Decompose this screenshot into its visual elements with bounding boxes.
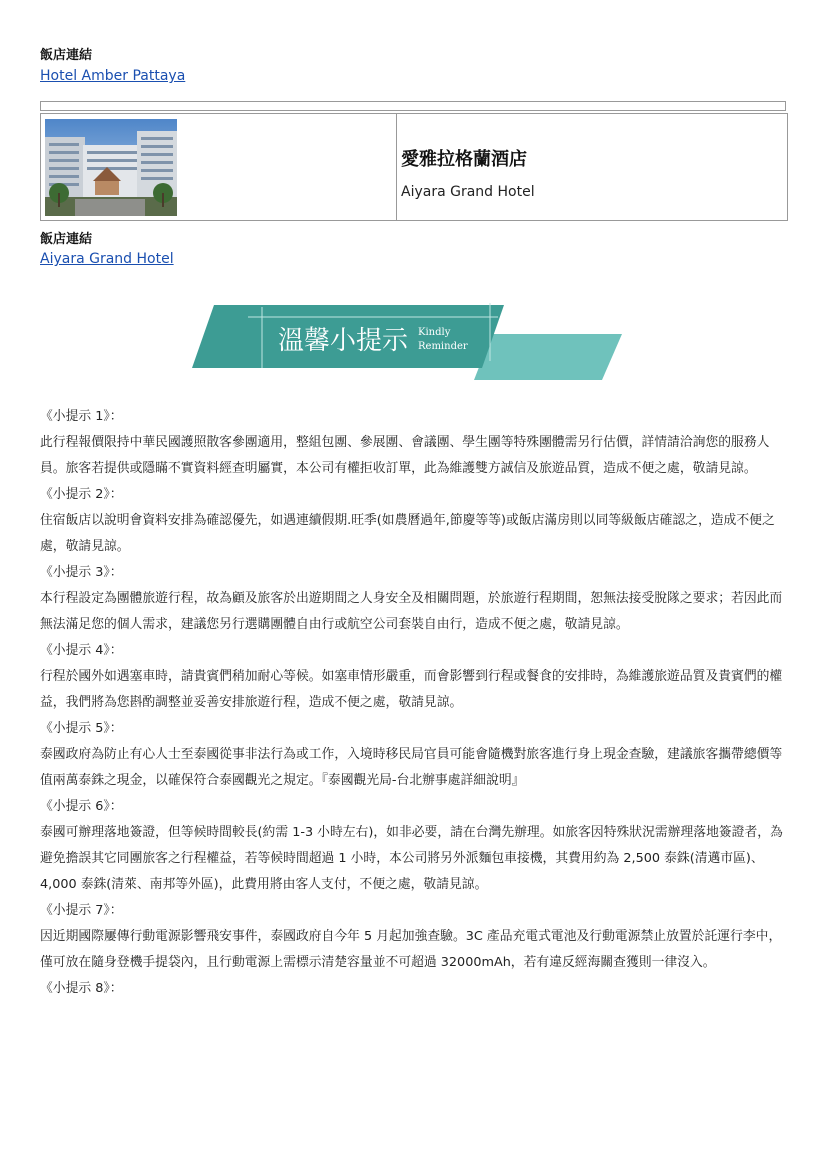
tip-5 [40, 716, 786, 794]
aiyara-grand-hotel-link[interactable]: Aiyara Grand Hotel [40, 251, 174, 267]
hotel-name-en: Aiyara Grand Hotel [401, 184, 535, 200]
tip-6 [40, 794, 786, 898]
banner-title: 溫馨小提示 [278, 326, 409, 356]
hotel-link-label: 飯店連結 [40, 48, 93, 63]
tip-3-body: 本行程設定為團體旅遊行程，故為顧及旅客於出遊期間之人身安全及相關問題，於旅遊行程期間，恕無法接受脫隊之要求；若因此而無法滿足您的個人需求，建議您另行選購團體自由行或航空公司套裝自由行，造成不便之處，敬請見諒。 [40, 591, 783, 632]
banner-subtitle-1: Kindly [418, 327, 451, 338]
tip-3-heading: 《小提示 3》： [40, 565, 123, 580]
kindly-reminder-banner [192, 301, 622, 381]
tip-2 [40, 482, 786, 560]
tip-1 [40, 404, 786, 482]
tip-7 [40, 898, 786, 976]
tip-5-heading: 《小提示 5》： [40, 721, 123, 736]
tip-4 [40, 638, 786, 716]
tip-6-body: 泰國可辦理落地簽證，但等候時間較長(約需 1-3 小時左右)，如非必要，請在台灣先辦理。如旅客因特殊狀況需辦理落地簽證者，為避免擔誤其它同團旅客之行程權益，若等候時間超過 1 小時，本公司將另外派麵包車接機，其費用約為 2,500 泰銖(清邁市區)、4,000 泰銖(清萊、南邦等外區)，此費用將由客人支付，不便之處，敬請見諒。 [40, 825, 783, 892]
tip-1-body: 此行程報價限持中華民國護照散客參團適用，整組包團、參展團、會議團、學生團等特殊團體需另行估價，詳情請洽詢您的服務人員。旅客若提供或隱瞞不實資料經查明屬實，本公司有權拒收訂單，此為維護雙方誠信及旅遊品質，造成不便之處，敬請見諒。 [40, 435, 770, 476]
hotel-amber-pattaya-link[interactable]: Hotel Amber Pattaya [40, 68, 186, 84]
hotel-photo-cell [41, 114, 397, 220]
tip-7-body: 因近期國際屢傳行動電源影響飛安事件，泰國政府自今年 5 月起加強查驗。3C 產品充電式電池及行動電源禁止放置於託運行李中，僅可放在隨身登機手提袋內，且行動電源上需標示清楚容量並不可超過 32000mAh，若有違反經海關查獲則一律沒入。 [40, 929, 782, 970]
tip-2-body: 住宿飯店以說明會資料安排為確認優先，如遇連續假期.旺季(如農曆過年,節慶等等)或飯店滿房則以同等級飯店確認之，造成不便之處，敬請見諒。 [40, 513, 775, 554]
hotel-link-label-2: 飯店連結 [40, 232, 93, 247]
tip-8 [40, 976, 786, 1002]
tip-4-heading: 《小提示 4》： [40, 643, 123, 658]
tip-2-heading: 《小提示 2》： [40, 487, 123, 502]
hotel-photo [45, 119, 177, 216]
hotel-info-cell [397, 114, 787, 220]
reminder-list [40, 404, 786, 1002]
tip-3 [40, 560, 786, 638]
tip-6-heading: 《小提示 6》： [40, 799, 123, 814]
tip-5-body: 泰國政府為防止有心人士至泰國從事非法行為或工作，入境時移民局官員可能會隨機對旅客進行身上現金查驗，建議旅客攜帶總價等值兩萬泰銖之現金，以確保符合泰國觀光之規定。『泰國觀光局-台北辦事處詳細說明』 [40, 747, 783, 788]
tip-4-body: 行程於國外如遇塞車時，請貴賓們稍加耐心等候。如塞車情形嚴重，而會影響到行程或餐食的安排時，為維護旅遊品質及貴賓們的權益，我們將為您斟酌調整並妥善安排旅遊行程，造成不便之處，敬請見諒。 [40, 669, 783, 710]
table-divider-row [40, 101, 786, 111]
tip-7-heading: 《小提示 7》： [40, 903, 123, 918]
tip-1-heading: 《小提示 1》： [40, 409, 123, 424]
hotel-name-zh: 愛雅拉格蘭酒店 [401, 149, 527, 170]
tip-8-heading: 《小提示 8》： [40, 981, 123, 996]
banner-subtitle-2: Reminder [418, 341, 468, 352]
hotel-card [40, 113, 788, 221]
